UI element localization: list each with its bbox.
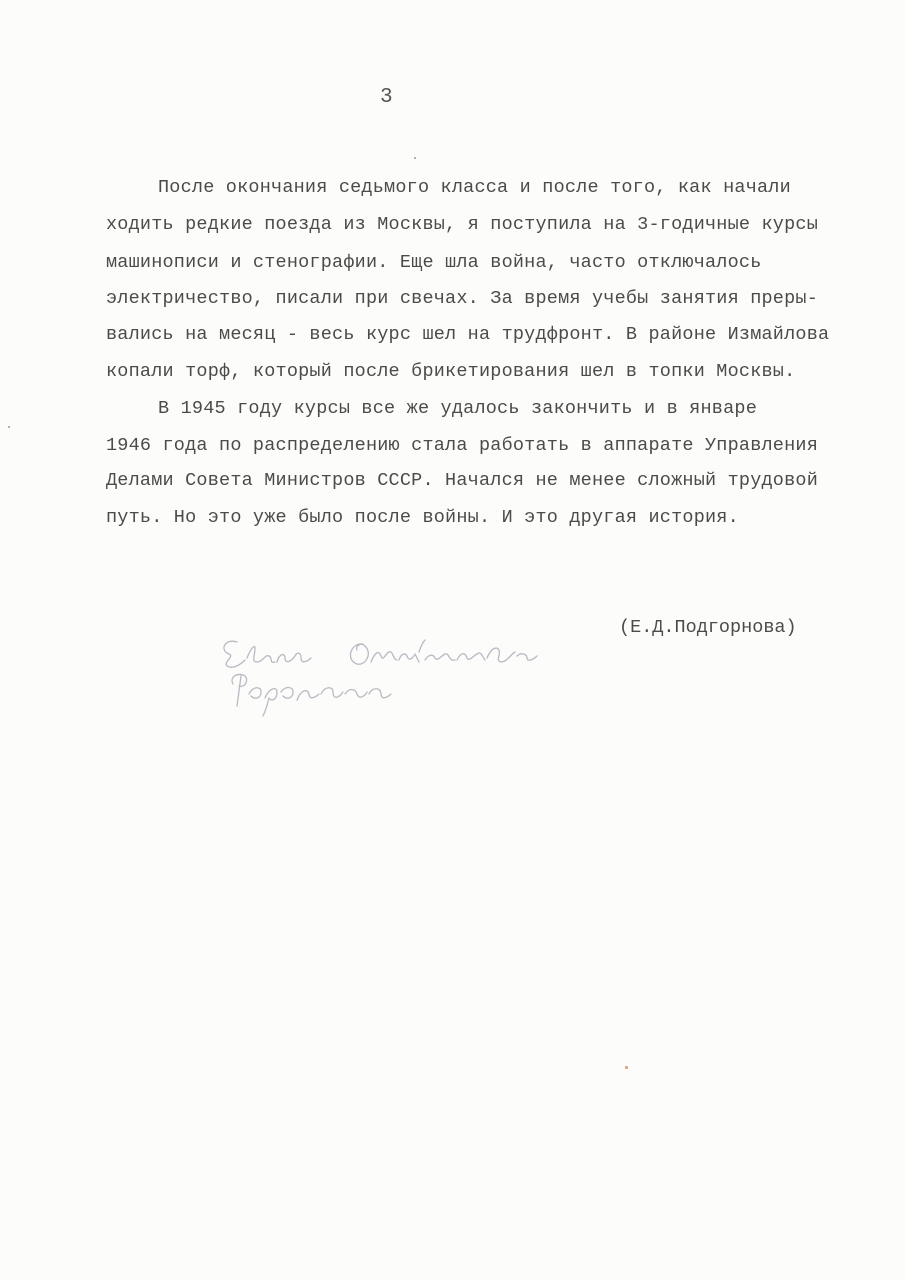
text-line: вались на месяц - весь курс шел на трудфронт. В районе Измайлова xyxy=(106,324,830,345)
text-line: В 1945 году курсы все же удалось закончить и в январе xyxy=(158,398,757,419)
scan-speck xyxy=(625,1066,628,1069)
typed-signature: (Е.Д.Подгорнова) xyxy=(619,617,797,638)
scan-speck xyxy=(8,426,10,428)
text-line: 1946 года по распределению стала работать в аппарате Управления xyxy=(106,435,819,456)
text-line: электричество, писали при свечах. За время учебы занятия преры- xyxy=(106,288,819,309)
handwritten-signature xyxy=(215,628,565,718)
text-line: копали торф, который после брикетирования шел в топки Москвы. xyxy=(106,361,796,382)
text-line: Делами Совета Министров СССР. Начался не менее сложный трудовой xyxy=(106,470,819,491)
text-line: машинописи и стенографии. Еще шла война, часто отключалось xyxy=(106,252,762,273)
text-line: После окончания седьмого класса и после того, как начали xyxy=(158,177,791,198)
page-number: 3 xyxy=(380,86,394,109)
text-line: ходить редкие поезда из Москвы, я поступила на 3-годичные курсы xyxy=(106,214,819,235)
text-line: путь. Но это уже было после войны. И это другая история. xyxy=(106,507,739,528)
scan-speck xyxy=(414,157,416,159)
